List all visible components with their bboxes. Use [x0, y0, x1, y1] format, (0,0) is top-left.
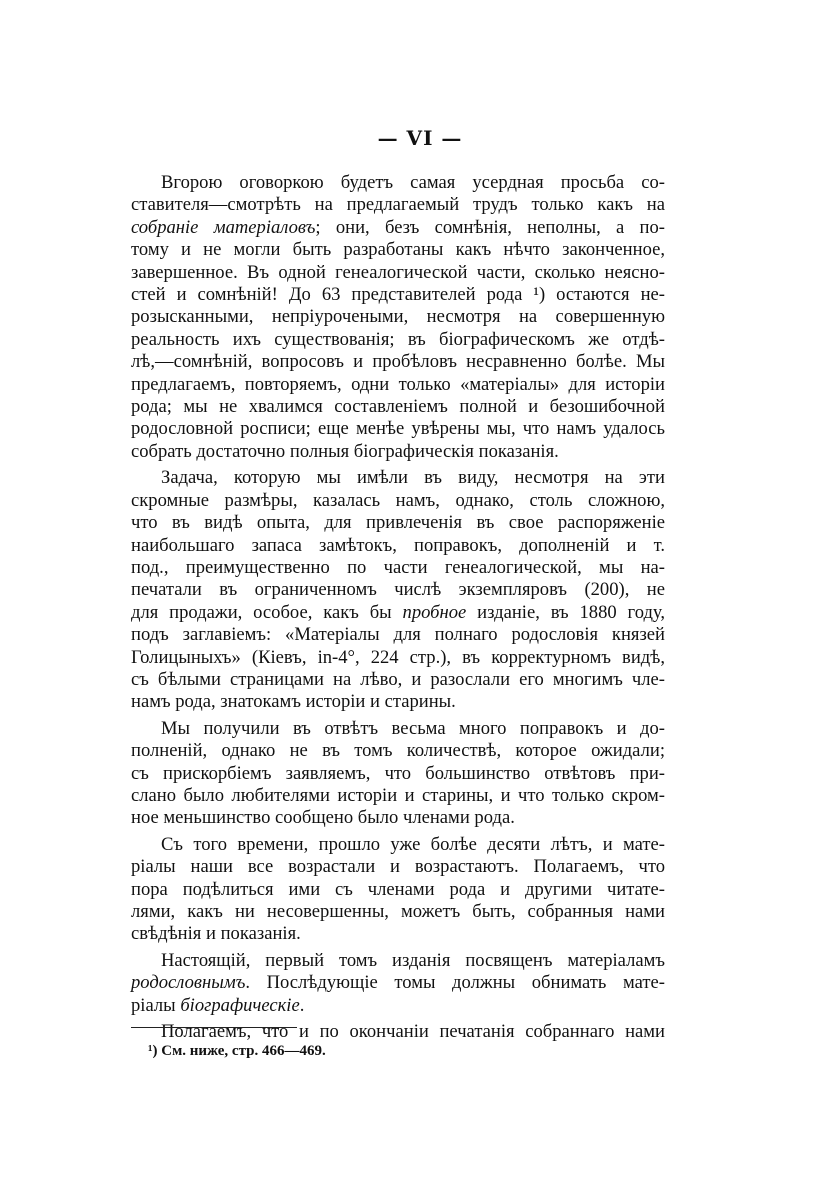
text-line	[131, 923, 665, 945]
text-segment: Съ того времени, прошло уже болѣе десяти лѣтъ, и мате-	[161, 833, 665, 855]
body-text	[131, 172, 665, 1047]
text-line	[131, 172, 665, 194]
text-segment: ; они, безъ сомнѣнія, неполны, а по-	[315, 216, 665, 238]
text-line	[131, 467, 665, 489]
text-segment: завершенное. Въ одной генеалогической части, сколько неясно-	[131, 261, 665, 283]
text-segment: подъ заглавіемъ: «Матеріалы для полнаго родословія князей	[131, 624, 665, 646]
text-line	[131, 879, 665, 901]
text-line	[131, 535, 665, 557]
italic-text: родословнымъ	[131, 972, 246, 994]
text-segment: изданіе, въ 1880 году,	[466, 601, 665, 623]
text-segment: съ прискорбіемъ заявляемъ, что большинство отвѣтовъ при-	[131, 762, 665, 784]
text-line	[131, 579, 665, 601]
text-segment: пора подѣлиться ими съ членами рода и другими читате-	[131, 878, 665, 900]
text-line	[131, 262, 665, 284]
text-line	[131, 396, 665, 418]
text-line	[131, 284, 665, 306]
text-segment: под., преимущественно по части генеалогической, мы на-	[131, 556, 665, 578]
text-line	[131, 512, 665, 534]
text-segment: свѣдѣнія и показанія.	[131, 923, 301, 945]
text-line	[131, 239, 665, 261]
page-number: — VI —	[377, 126, 463, 150]
text-segment: Полагаемъ, что и по окончаніи печатанія собраннаго нами	[161, 1021, 665, 1043]
text-segment: реальность ихъ существованія; въ біографическомъ же отдѣ-	[131, 328, 665, 350]
text-segment: предлагаемъ, повторяемъ, одни только «матеріалы» для исторіи	[131, 373, 665, 395]
text-segment: наибольшаго запаса замѣтокъ, поправокъ, дополненій и т.	[131, 534, 665, 556]
text-segment: Вгорою оговоркою будетъ самая усердная просьба со-	[161, 172, 665, 193]
text-segment: ріалы наши все возрастали и возрастаютъ. Полагаемъ, что	[131, 856, 665, 878]
text-segment: собрать достаточно полныя біографическія показанія.	[131, 440, 559, 462]
text-segment: печатали въ ограниченномъ числѣ экземпляровъ (200), не	[131, 579, 665, 601]
text-line	[131, 441, 665, 463]
text-line	[131, 490, 665, 512]
text-line	[131, 763, 665, 785]
text-segment: . Послѣдующіе томы должны обнимать мате-	[245, 972, 665, 994]
paragraph	[131, 950, 665, 1017]
paragraph	[131, 834, 665, 946]
text-segment: Настоящій, первый томъ изданія посвященъ матеріаламъ	[161, 949, 665, 971]
text-line	[131, 834, 665, 856]
text-segment: Голицыныхъ» (Кіевъ, in-4°, 224 стр.), въ корректурномъ видѣ,	[131, 646, 665, 668]
text-segment: полненій, однако не въ томъ количествѣ, которое ожидали;	[131, 740, 665, 762]
text-line	[131, 194, 665, 216]
text-segment: рода; мы не хвалимся составленіемъ полной и безошибочной	[131, 396, 665, 418]
text-line	[131, 785, 665, 807]
text-segment: что въ видѣ опыта, для привлеченія въ свое распоряженіе	[131, 512, 665, 534]
text-line	[131, 972, 665, 994]
text-segment: для продажи, особое, какъ бы	[131, 601, 403, 623]
italic-text: пробное	[402, 601, 467, 623]
paragraph	[131, 172, 665, 463]
text-line	[131, 901, 665, 923]
text-line	[131, 374, 665, 396]
text-segment: стей и сомнѣній! До 63 представителей рода ¹) остаются не-	[131, 284, 665, 306]
text-line	[131, 950, 665, 972]
text-line	[131, 807, 665, 829]
footnote: ¹) См. ниже, стр. 466—469.	[148, 1043, 326, 1059]
text-segment: тому и не могли быть разработаны какъ нѣчто законченное,	[131, 239, 665, 261]
footnote-rule	[131, 1027, 297, 1028]
text-line	[131, 691, 665, 713]
text-line	[131, 329, 665, 351]
italic-text: біографическіе	[180, 994, 300, 1016]
text-segment: розысканными, непріурочеными, несмотря на совершенную	[131, 306, 665, 328]
text-segment: ставителя—смотрѣть на предлагаемый трудъ только какъ на	[131, 194, 665, 216]
text-segment: лями, какъ ни несовершенны, можетъ быть, собранныя нами	[131, 901, 665, 922]
text-segment: Мы получили въ отвѣтъ весьма много поправокъ и до-	[161, 717, 665, 739]
text-segment: намъ рода, знатокамъ исторіи и старины.	[131, 691, 456, 713]
italic-text: собраніе матеріаловъ	[131, 216, 316, 238]
text-segment: ное меньшинство сообщено было членами рода.	[131, 807, 515, 829]
text-segment: .	[299, 994, 305, 1016]
text-segment: ріалы	[131, 994, 181, 1016]
paragraph	[131, 1021, 665, 1043]
text-line	[131, 1021, 665, 1043]
text-line	[131, 647, 665, 669]
text-line	[131, 557, 665, 579]
text-segment: скромные размѣры, казалась намъ, однако, столь сложною,	[131, 489, 665, 511]
text-line	[131, 995, 665, 1017]
text-line	[131, 856, 665, 878]
text-line	[131, 217, 665, 239]
text-segment: лѣ,—сомнѣній, вопросовъ и пробѣловъ несравненно болѣе. Мы	[131, 351, 665, 373]
text-line	[131, 740, 665, 762]
text-segment: съ бѣлыми страницами на лѣво, и разослали его многимъ чле-	[131, 668, 665, 690]
paragraph	[131, 718, 665, 830]
text-line	[131, 351, 665, 373]
text-segment: родословной росписи; еще менѣе увѣрены мы, что намъ удалось	[131, 418, 665, 440]
text-segment: слано было любителями исторіи и старины, и что только скром-	[131, 784, 665, 806]
text-line	[131, 624, 665, 646]
paragraph	[131, 467, 665, 713]
text-line	[131, 718, 665, 740]
text-segment: Задача, которую мы имѣли въ виду, несмотря на эти	[161, 467, 665, 489]
text-line	[131, 418, 665, 440]
text-line	[131, 306, 665, 328]
text-line	[131, 602, 665, 624]
text-line	[131, 669, 665, 691]
